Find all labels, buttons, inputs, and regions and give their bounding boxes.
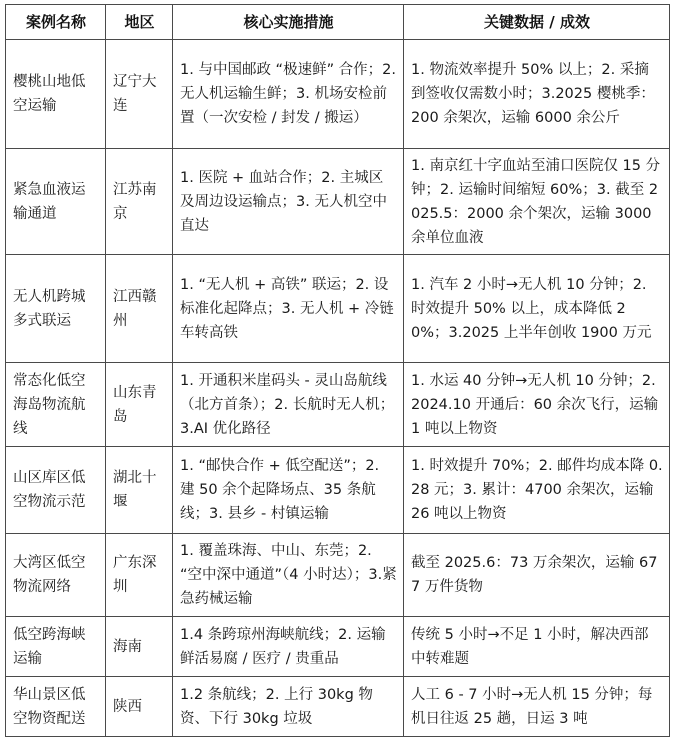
region-cell: 海南: [106, 617, 173, 677]
header-row: [6, 5, 670, 40]
table-row: [6, 617, 670, 677]
table-row: [6, 447, 670, 534]
region-cell: 辽宁大连: [106, 40, 173, 149]
measures-cell: 1. 开通积米崖码头 - 灵山岛航线（北方首条）；2. 长航时无人机；3.AI 优化路径: [173, 363, 404, 447]
case-name-cell: 山区库区低空物流示范: [6, 447, 106, 534]
measures-cell: 1. 与中国邮政 “极速鲜” 合作；2. 无人机运输生鲜；3. 机场安检前置（一次安检 / 封发 / 搬运）: [173, 40, 404, 149]
case-name-cell: 华山景区低空物资配送: [6, 677, 106, 737]
header-case-name: 案例名称: [6, 5, 106, 40]
measures-cell: 1.2 条航线；2. 上行 30kg 物资、下行 30kg 垃圾: [173, 677, 404, 737]
case-name-cell: 低空跨海峡运输: [6, 617, 106, 677]
results-cell: 传统 5 小时→不足 1 小时，解决西部中转难题: [404, 617, 670, 677]
results-cell: 截至 2025.6：73 万余架次，运输 677 万件货物: [404, 534, 670, 617]
table-row: [6, 363, 670, 447]
region-cell: 江西赣州: [106, 255, 173, 363]
case-name-cell: 常态化低空海岛物流航线: [6, 363, 106, 447]
region-cell: 陕西: [106, 677, 173, 737]
results-cell: 人工 6 - 7 小时→无人机 15 分钟；每机日往返 25 趟，日运 3 吨: [404, 677, 670, 737]
table-row: [6, 677, 670, 737]
header-measures: 核心实施措施: [173, 5, 404, 40]
table-row: [6, 149, 670, 255]
results-cell: 1. 南京红十字血站至浦口医院仅 15 分钟；2. 运输时间缩短 60%；3. 截至 2025.5：2000 余个架次，运输 3000 余单位血液: [404, 149, 670, 255]
header-region: 地区: [106, 5, 173, 40]
case-table: [5, 4, 670, 737]
table-row: [6, 40, 670, 149]
measures-cell: 1. “邮快合作 + 低空配送”；2. 建 50 余个起降场点、35 条航线；3. 县乡 - 村镇运输: [173, 447, 404, 534]
case-name-cell: 大湾区低空物流网络: [6, 534, 106, 617]
case-name-cell: 紧急血液运输通道: [6, 149, 106, 255]
case-name-cell: 无人机跨城多式联运: [6, 255, 106, 363]
results-cell: 1. 汽车 2 小时→无人机 10 分钟；2. 时效提升 50% 以上，成本降低 20%；3.2025 上半年创收 1900 万元: [404, 255, 670, 363]
region-cell: 山东青岛: [106, 363, 173, 447]
measures-cell: 1.4 条跨琼州海峡航线；2. 运输鲜活易腐 / 医疗 / 贵重品: [173, 617, 404, 677]
header-results: 关键数据 / 成效: [404, 5, 670, 40]
results-cell: 1. 水运 40 分钟→无人机 10 分钟；2.2024.10 开通后：60 余次飞行，运输 1 吨以上物资: [404, 363, 670, 447]
table-row: [6, 255, 670, 363]
measures-cell: 1. 医院 + 血站合作；2. 主城区及周边设运输点；3. 无人机空中直达: [173, 149, 404, 255]
region-cell: 广东深圳: [106, 534, 173, 617]
results-cell: 1. 物流效率提升 50% 以上；2. 采摘到签收仅需数小时；3.2025 樱桃季：200 余架次，运输 6000 余公斤: [404, 40, 670, 149]
results-cell: 1. 时效提升 70%；2. 邮件均成本降 0.28 元；3. 累计：4700 余架次，运输 26 吨以上物资: [404, 447, 670, 534]
case-name-cell: 樱桃山地低空运输: [6, 40, 106, 149]
region-cell: 湖北十堰: [106, 447, 173, 534]
region-cell: 江苏南京: [106, 149, 173, 255]
table-row: [6, 534, 670, 617]
measures-cell: 1. “无人机 + 高铁” 联运；2. 设标准化起降点；3. 无人机 + 冷链车转高铁: [173, 255, 404, 363]
measures-cell: 1. 覆盖珠海、中山、东莞；2. “空中深中通道”（4 小时达）；3.紧急药械运输: [173, 534, 404, 617]
